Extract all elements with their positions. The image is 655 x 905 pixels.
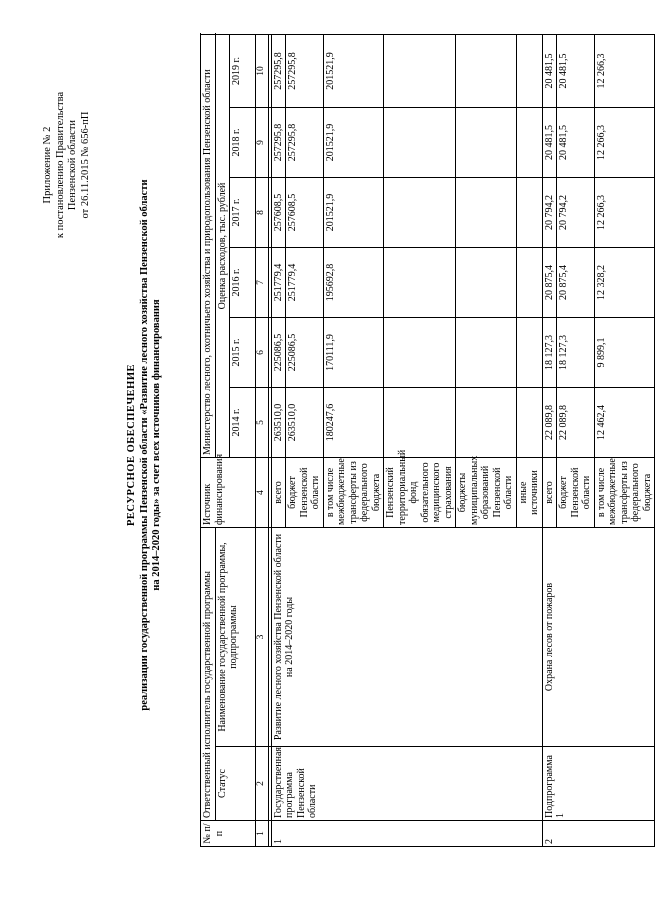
resource-table — [200, 34, 655, 847]
column-number: 5 — [256, 387, 269, 457]
header-ministry: Министерство лесного, охотничьего хозяйства и природопользования Пензенской области — [201, 34, 216, 457]
header-source: Источник финансирования — [201, 457, 256, 527]
value-cell — [516, 317, 542, 387]
value-cell: 20 794,2 — [557, 177, 595, 247]
source-cell: иные источники — [516, 457, 542, 527]
value-cell: 18 127,3 — [557, 317, 595, 387]
value-cell: 12 266,3 — [594, 34, 655, 107]
header-estimate: Оценка расходов, тыс. рублей — [215, 34, 230, 457]
row-number: 1 — [271, 821, 542, 847]
value-cell: 180247,6 — [323, 387, 384, 457]
column-number: 4 — [256, 457, 269, 527]
value-cell — [516, 34, 542, 107]
header-year: 2017 г. — [230, 177, 256, 247]
value-cell: 257295,8 — [286, 107, 324, 177]
source-cell: всего — [271, 457, 286, 527]
value-cell — [516, 177, 542, 247]
header-year: 2015 г. — [230, 317, 256, 387]
table-row — [271, 34, 286, 846]
source-cell: бюджет Пензенской области — [286, 457, 324, 527]
header-num: № п/п — [201, 821, 256, 847]
value-cell: 12 266,3 — [594, 107, 655, 177]
value-cell — [384, 107, 456, 177]
title-heading: РЕСУРСНОЕ ОБЕСПЕЧЕНИЕ — [126, 363, 137, 527]
row-status: Подпрограмма 1 — [542, 747, 655, 821]
table-row — [542, 34, 557, 846]
value-cell: 257608,5 — [271, 177, 286, 247]
value-cell — [456, 107, 517, 177]
header-name: Наименование государственной программы, подпрограммы — [215, 527, 256, 746]
header-year: 2016 г. — [230, 247, 256, 317]
appendix-line: от 26.11.2015 № 656-пП — [79, 111, 91, 219]
value-cell: 20 481,5 — [557, 107, 595, 177]
column-number: 2 — [256, 747, 269, 821]
source-cell: всего — [542, 457, 557, 527]
value-cell: 201521,9 — [323, 107, 384, 177]
header-year: 2018 г. — [230, 107, 256, 177]
value-cell: 263510,0 — [286, 387, 324, 457]
value-cell: 201521,9 — [323, 34, 384, 107]
value-cell: 263510,0 — [271, 387, 286, 457]
value-cell: 257295,8 — [271, 107, 286, 177]
header-year: 2014 г. — [230, 387, 256, 457]
source-cell: Пензенский территориальный фонд обязательного медицинского страхования — [384, 457, 456, 527]
value-cell: 251779,4 — [271, 247, 286, 317]
column-number: 3 — [256, 527, 269, 746]
value-cell: 22 089,8 — [557, 387, 595, 457]
row-name: Развитие лесного хозяйства Пензенской области на 2014–2020 годы — [271, 527, 542, 746]
value-cell — [456, 387, 517, 457]
source-cell: бюджет Пензенской области — [557, 457, 595, 527]
value-cell: 170111,9 — [323, 317, 384, 387]
header-status: Статус — [215, 747, 256, 821]
value-cell — [456, 247, 517, 317]
appendix-line: Пензенской области — [67, 119, 78, 211]
value-cell — [384, 177, 456, 247]
column-number-row — [256, 34, 269, 846]
value-cell — [384, 247, 456, 317]
value-cell — [456, 177, 517, 247]
value-cell — [456, 317, 517, 387]
value-cell — [516, 107, 542, 177]
value-cell: 20 481,5 — [542, 107, 557, 177]
column-number: 1 — [256, 821, 269, 847]
value-cell: 12 266,3 — [594, 177, 655, 247]
value-cell — [516, 247, 542, 317]
value-cell: 257295,8 — [286, 34, 324, 107]
source-cell: бюджеты муниципальных образований Пензенской области — [456, 457, 517, 527]
appendix-line: к постановлению Правительства — [54, 91, 66, 239]
value-cell: 22 089,8 — [542, 387, 557, 457]
program-section — [271, 34, 542, 846]
value-cell — [384, 34, 456, 107]
source-cell: в том числе межбюджетные трансферты из федерального бюджета — [594, 457, 655, 527]
value-cell: 12 328,2 — [594, 247, 655, 317]
source-cell: в том числе межбюджетные трансферты из федерального бюджета — [323, 457, 384, 527]
header-executor: Ответственный исполнитель государственной программы — [201, 527, 216, 820]
value-cell — [456, 34, 517, 107]
appendix-block — [42, 50, 92, 280]
title-subheading: реализации государственной программы Пензенской области «Развитие лесного хозяйства Пензенской области — [138, 179, 150, 711]
value-cell — [384, 317, 456, 387]
value-cell: 20 481,5 — [557, 34, 595, 107]
value-cell: 20 875,4 — [542, 247, 557, 317]
title-subheading: на 2014–2020 годы» за счет всех источников финансирования — [151, 299, 162, 591]
column-number: 10 — [256, 34, 269, 107]
column-number: 8 — [256, 177, 269, 247]
row-status: Государственная программа Пензенской области — [271, 747, 542, 821]
value-cell: 201521,9 — [323, 177, 384, 247]
column-number: 9 — [256, 107, 269, 177]
value-cell: 12 462,4 — [594, 387, 655, 457]
value-cell — [516, 387, 542, 457]
row-number: 2 — [542, 821, 655, 847]
value-cell: 251779,4 — [286, 247, 324, 317]
row-name: Охрана лесов от пожаров — [542, 527, 655, 746]
value-cell: 18 127,3 — [542, 317, 557, 387]
value-cell: 20 875,4 — [557, 247, 595, 317]
value-cell: 257608,5 — [286, 177, 324, 247]
column-number: 6 — [256, 317, 269, 387]
value-cell: 225086,5 — [271, 317, 286, 387]
value-cell — [384, 387, 456, 457]
value-cell: 20 481,5 — [542, 34, 557, 107]
value-cell: 195692,8 — [323, 247, 384, 317]
value-cell: 225086,5 — [286, 317, 324, 387]
value-cell: 257295,8 — [271, 34, 286, 107]
subprogram-section — [542, 34, 655, 846]
column-number: 7 — [256, 247, 269, 317]
value-cell: 9 899,1 — [594, 317, 655, 387]
appendix-line: Приложение № 2 — [42, 126, 53, 204]
document-title — [126, 135, 164, 755]
value-cell: 20 794,2 — [542, 177, 557, 247]
header-year: 2019 г. — [230, 34, 256, 107]
